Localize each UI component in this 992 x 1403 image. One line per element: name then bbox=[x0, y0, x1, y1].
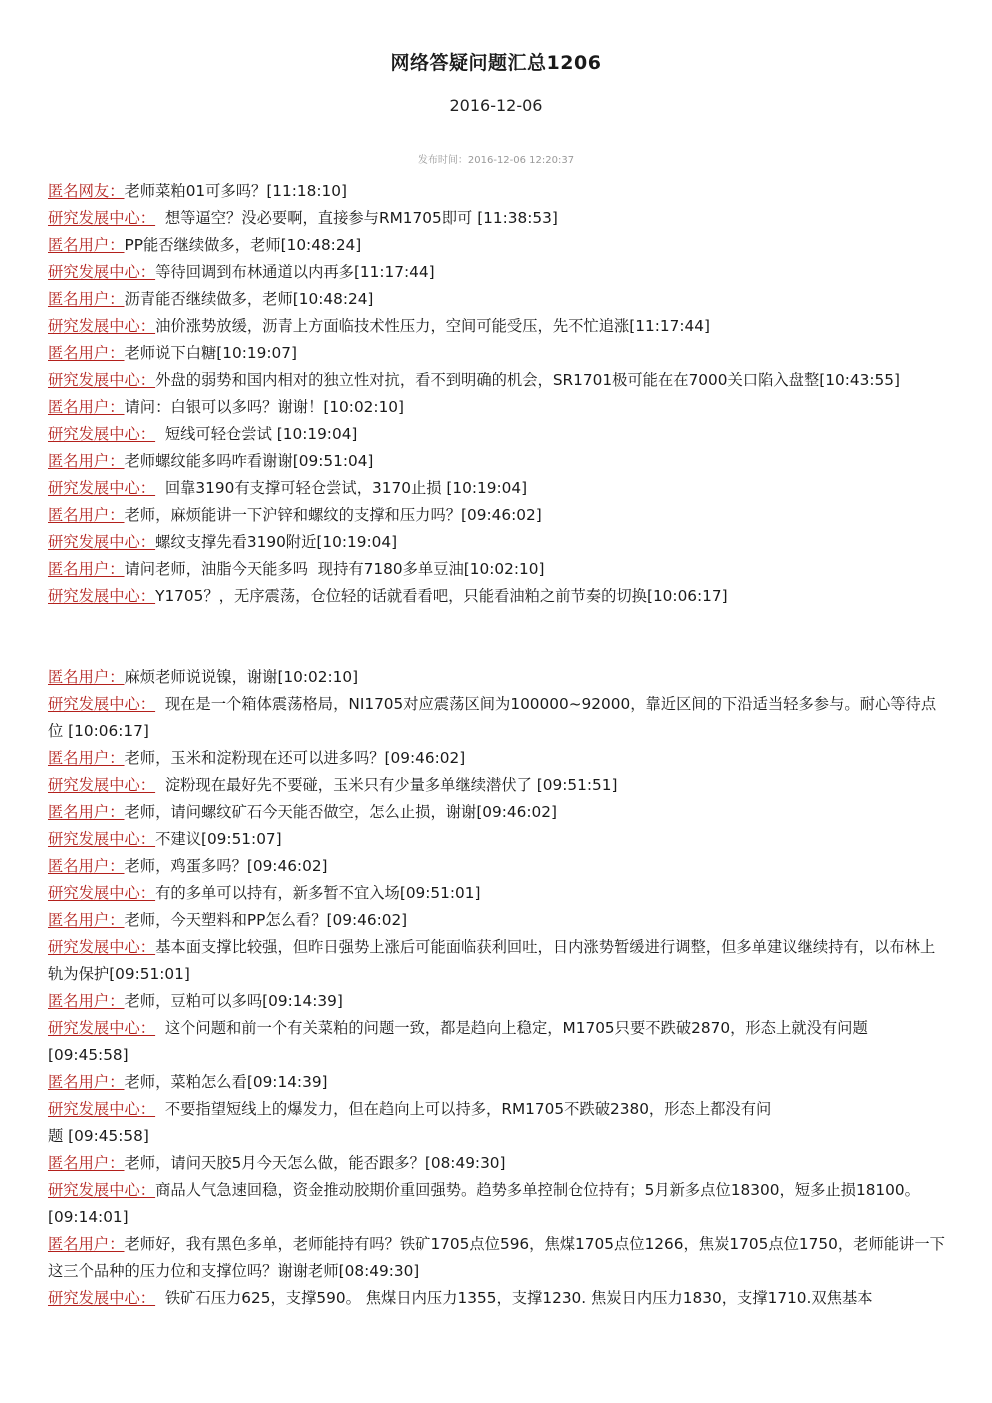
qa-line bbox=[48, 1150, 948, 1177]
message-text: 基本面支撑比较强，但昨日强势上涨后可能面临获利回吐，日内涨势暂缓进行调整，但多单建议继续持有，以布林上轨为保护[09:51:01] bbox=[48, 938, 936, 983]
qa-line bbox=[48, 1069, 948, 1096]
qa-line bbox=[48, 1177, 948, 1231]
answer-speaker: 研究发展中心： bbox=[48, 1100, 156, 1118]
answer-speaker: 研究发展中心： bbox=[48, 209, 156, 227]
qa-line bbox=[48, 448, 948, 475]
message-text: 回靠3190有支撑可轻仓尝试，3170止损 [10:19:04] bbox=[155, 479, 528, 497]
answer-speaker: 研究发展中心： bbox=[48, 884, 156, 902]
message-text: 外盘的弱势和国内相对的独立性对抗，看不到明确的机会，SR1701极可能在在7000关口陷入盘整[10:43:55] bbox=[155, 371, 900, 389]
question-speaker: 匿名用户： bbox=[48, 398, 125, 416]
message-text: 老师，麻烦能讲一下沪锌和螺纹的支撑和压力吗？[09:46:02] bbox=[124, 506, 542, 524]
message-text: 不要指望短线上的爆发力，但在趋向上可以持多，RM1705不跌破2380，形态上都没有问 bbox=[155, 1100, 772, 1118]
question-speaker: 匿名用户： bbox=[48, 668, 125, 686]
qa-line bbox=[48, 583, 948, 610]
answer-speaker: 研究发展中心： bbox=[48, 479, 156, 497]
qa-line bbox=[48, 826, 948, 853]
question-speaker: 匿名用户： bbox=[48, 506, 125, 524]
qa-line bbox=[48, 286, 948, 313]
message-text: 老师，鸡蛋多吗？[09:46:02] bbox=[124, 857, 328, 875]
answer-speaker: 研究发展中心： bbox=[48, 776, 156, 794]
message-text: 老师，豆粕可以多吗[09:14:39] bbox=[124, 992, 343, 1010]
message-text: 麻烦老师说说镍，谢谢[10:02:10] bbox=[124, 668, 359, 686]
question-speaker: 匿名用户： bbox=[48, 749, 125, 767]
qa-line bbox=[48, 421, 948, 448]
page-date: 2016-12-06 bbox=[449, 96, 543, 115]
message-text: 老师菜粕01可多吗？[11:18:10] bbox=[124, 182, 347, 200]
question-speaker: 匿名用户： bbox=[48, 236, 125, 254]
question-speaker: 匿名用户： bbox=[48, 857, 125, 875]
qa-line bbox=[48, 394, 948, 421]
qa-line bbox=[48, 1123, 948, 1150]
message-text: 油价涨势放缓，沥青上方面临技术性压力，空间可能受压，先不忙追涨[11:17:44] bbox=[155, 317, 710, 335]
qa-group-2 bbox=[48, 664, 948, 1312]
qa-line bbox=[48, 907, 948, 934]
message-text: 老师，今天塑料和PP怎么看？[09:46:02] bbox=[124, 911, 408, 929]
message-text: 老师，玉米和淀粉现在还可以进多吗？[09:46:02] bbox=[124, 749, 466, 767]
message-text: 短线可轻仓尝试 [10:19:04] bbox=[155, 425, 358, 443]
question-speaker: 匿名用户： bbox=[48, 452, 125, 470]
answer-speaker: 研究发展中心： bbox=[48, 587, 156, 605]
question-speaker: 匿名用户： bbox=[48, 560, 125, 578]
message-text: 题 [09:45:58] bbox=[48, 1127, 149, 1145]
qa-line bbox=[48, 691, 948, 745]
answer-speaker: 研究发展中心： bbox=[48, 317, 156, 335]
qa-line bbox=[48, 556, 948, 583]
message-text: 老师说下白糖[10:19:07] bbox=[124, 344, 297, 362]
qa-line bbox=[48, 1285, 948, 1312]
message-text: 螺纹支撑先看3190附近[10:19:04] bbox=[155, 533, 398, 551]
qa-line bbox=[48, 1096, 948, 1123]
qa-line bbox=[48, 178, 948, 205]
message-text: 淀粉现在最好先不要碰，玉米只有少量多单继续潜伏了 [09:51:51] bbox=[155, 776, 618, 794]
message-text: 这个问题和前一个有关菜粕的问题一致，都是趋向上稳定，M1705只要不跌破2870，形态上就没有问题 [09:45:58] bbox=[48, 1019, 873, 1064]
qa-line bbox=[48, 772, 948, 799]
qa-line bbox=[48, 340, 948, 367]
message-text: 不建议[09:51:07] bbox=[155, 830, 282, 848]
qa-line bbox=[48, 1015, 948, 1069]
qa-group-1 bbox=[48, 178, 948, 610]
message-text: Y1705？，无序震荡，仓位轻的话就看看吧，只能看油粕之前节奏的切换[10:06:17] bbox=[155, 587, 728, 605]
answer-speaker: 研究发展中心： bbox=[48, 263, 156, 281]
qa-line bbox=[48, 205, 948, 232]
answer-speaker: 研究发展中心： bbox=[48, 830, 156, 848]
message-text: 请问老师，油脂今天能多吗 现持有7180多单豆油[10:02:10] bbox=[124, 560, 545, 578]
question-speaker: 匿名用户： bbox=[48, 803, 125, 821]
answer-speaker: 研究发展中心： bbox=[48, 533, 156, 551]
message-text: 现在是一个箱体震荡格局，NI1705对应震荡区间为100000~92000，靠近区间的下沿适当轻多参与。耐心等待点位 [10:06:17] bbox=[48, 695, 937, 740]
question-speaker: 匿名用户： bbox=[48, 1235, 125, 1253]
qa-line bbox=[48, 745, 948, 772]
message-text: 老师，菜粕怎么看[09:14:39] bbox=[124, 1073, 328, 1091]
answer-speaker: 研究发展中心： bbox=[48, 1289, 156, 1307]
question-speaker: 匿名用户： bbox=[48, 911, 125, 929]
message-text: 老师螺纹能多吗咋看谢谢[09:51:04] bbox=[124, 452, 374, 470]
qa-line bbox=[48, 799, 948, 826]
qa-line bbox=[48, 880, 948, 907]
answer-speaker: 研究发展中心： bbox=[48, 425, 156, 443]
message-text: 老师，请问螺纹矿石今天能否做空，怎么止损，谢谢[09:46:02] bbox=[124, 803, 557, 821]
qa-line bbox=[48, 367, 948, 394]
message-text: 铁矿石压力625，支撑590。 焦煤日内压力1355，支撑1230. 焦炭日内压力1830，支撑1710.双焦基本 bbox=[155, 1289, 873, 1307]
section-gap bbox=[48, 610, 948, 664]
answer-speaker: 研究发展中心： bbox=[48, 938, 156, 956]
qa-line bbox=[48, 313, 948, 340]
question-speaker: 匿名用户： bbox=[48, 344, 125, 362]
qa-line bbox=[48, 259, 948, 286]
question-speaker: 匿名用户： bbox=[48, 290, 125, 308]
message-text: 老师，请问天胶5月今天怎么做，能否跟多？[08:49:30] bbox=[124, 1154, 506, 1172]
qa-line bbox=[48, 1231, 948, 1285]
qa-content bbox=[48, 178, 948, 1312]
message-text: 老师好，我有黑色多单，老师能持有吗？铁矿1705点位596，焦煤1705点位1266，焦炭1705点位1750，老师能讲一下这三个品种的压力位和支撑位吗？谢谢老师[08:49:30] bbox=[48, 1235, 945, 1280]
message-text: 请问：白银可以多吗？谢谢！[10:02:10] bbox=[124, 398, 404, 416]
qa-line bbox=[48, 664, 948, 691]
message-text: 有的多单可以持有，新多暂不宜入场[09:51:01] bbox=[155, 884, 481, 902]
qa-line bbox=[48, 529, 948, 556]
qa-line bbox=[48, 232, 948, 259]
message-text: 想等逼空？没必要啊，直接参与RM1705即可 [11:38:53] bbox=[155, 209, 558, 227]
qa-line bbox=[48, 853, 948, 880]
qa-line bbox=[48, 988, 948, 1015]
publish-time: 发布时间：2016-12-06 12:20:37 bbox=[417, 155, 575, 166]
page-title: 网络答疑问题汇总1206 bbox=[390, 52, 602, 74]
qa-line bbox=[48, 934, 948, 988]
question-speaker: 匿名用户： bbox=[48, 1154, 125, 1172]
answer-speaker: 研究发展中心： bbox=[48, 1019, 156, 1037]
message-text: PP能否继续做多，老师[10:48:24] bbox=[124, 236, 362, 254]
question-speaker: 匿名用户： bbox=[48, 1073, 125, 1091]
answer-speaker: 研究发展中心： bbox=[48, 1181, 156, 1199]
qa-line bbox=[48, 502, 948, 529]
message-text: 沥青能否继续做多，老师[10:48:24] bbox=[124, 290, 374, 308]
question-speaker: 匿名用户： bbox=[48, 992, 125, 1010]
answer-speaker: 研究发展中心： bbox=[48, 695, 156, 713]
question-speaker: 匿名网友： bbox=[48, 182, 125, 200]
message-text: 商品人气急速回稳，资金推动胶期价重回强势。趋势多单控制仓位持有；5月新多点位18300，短多止损18100。[09:14:01] bbox=[48, 1181, 920, 1226]
answer-speaker: 研究发展中心： bbox=[48, 371, 156, 389]
qa-line bbox=[48, 475, 948, 502]
message-text: 等待回调到布林通道以内再多[11:17:44] bbox=[155, 263, 435, 281]
